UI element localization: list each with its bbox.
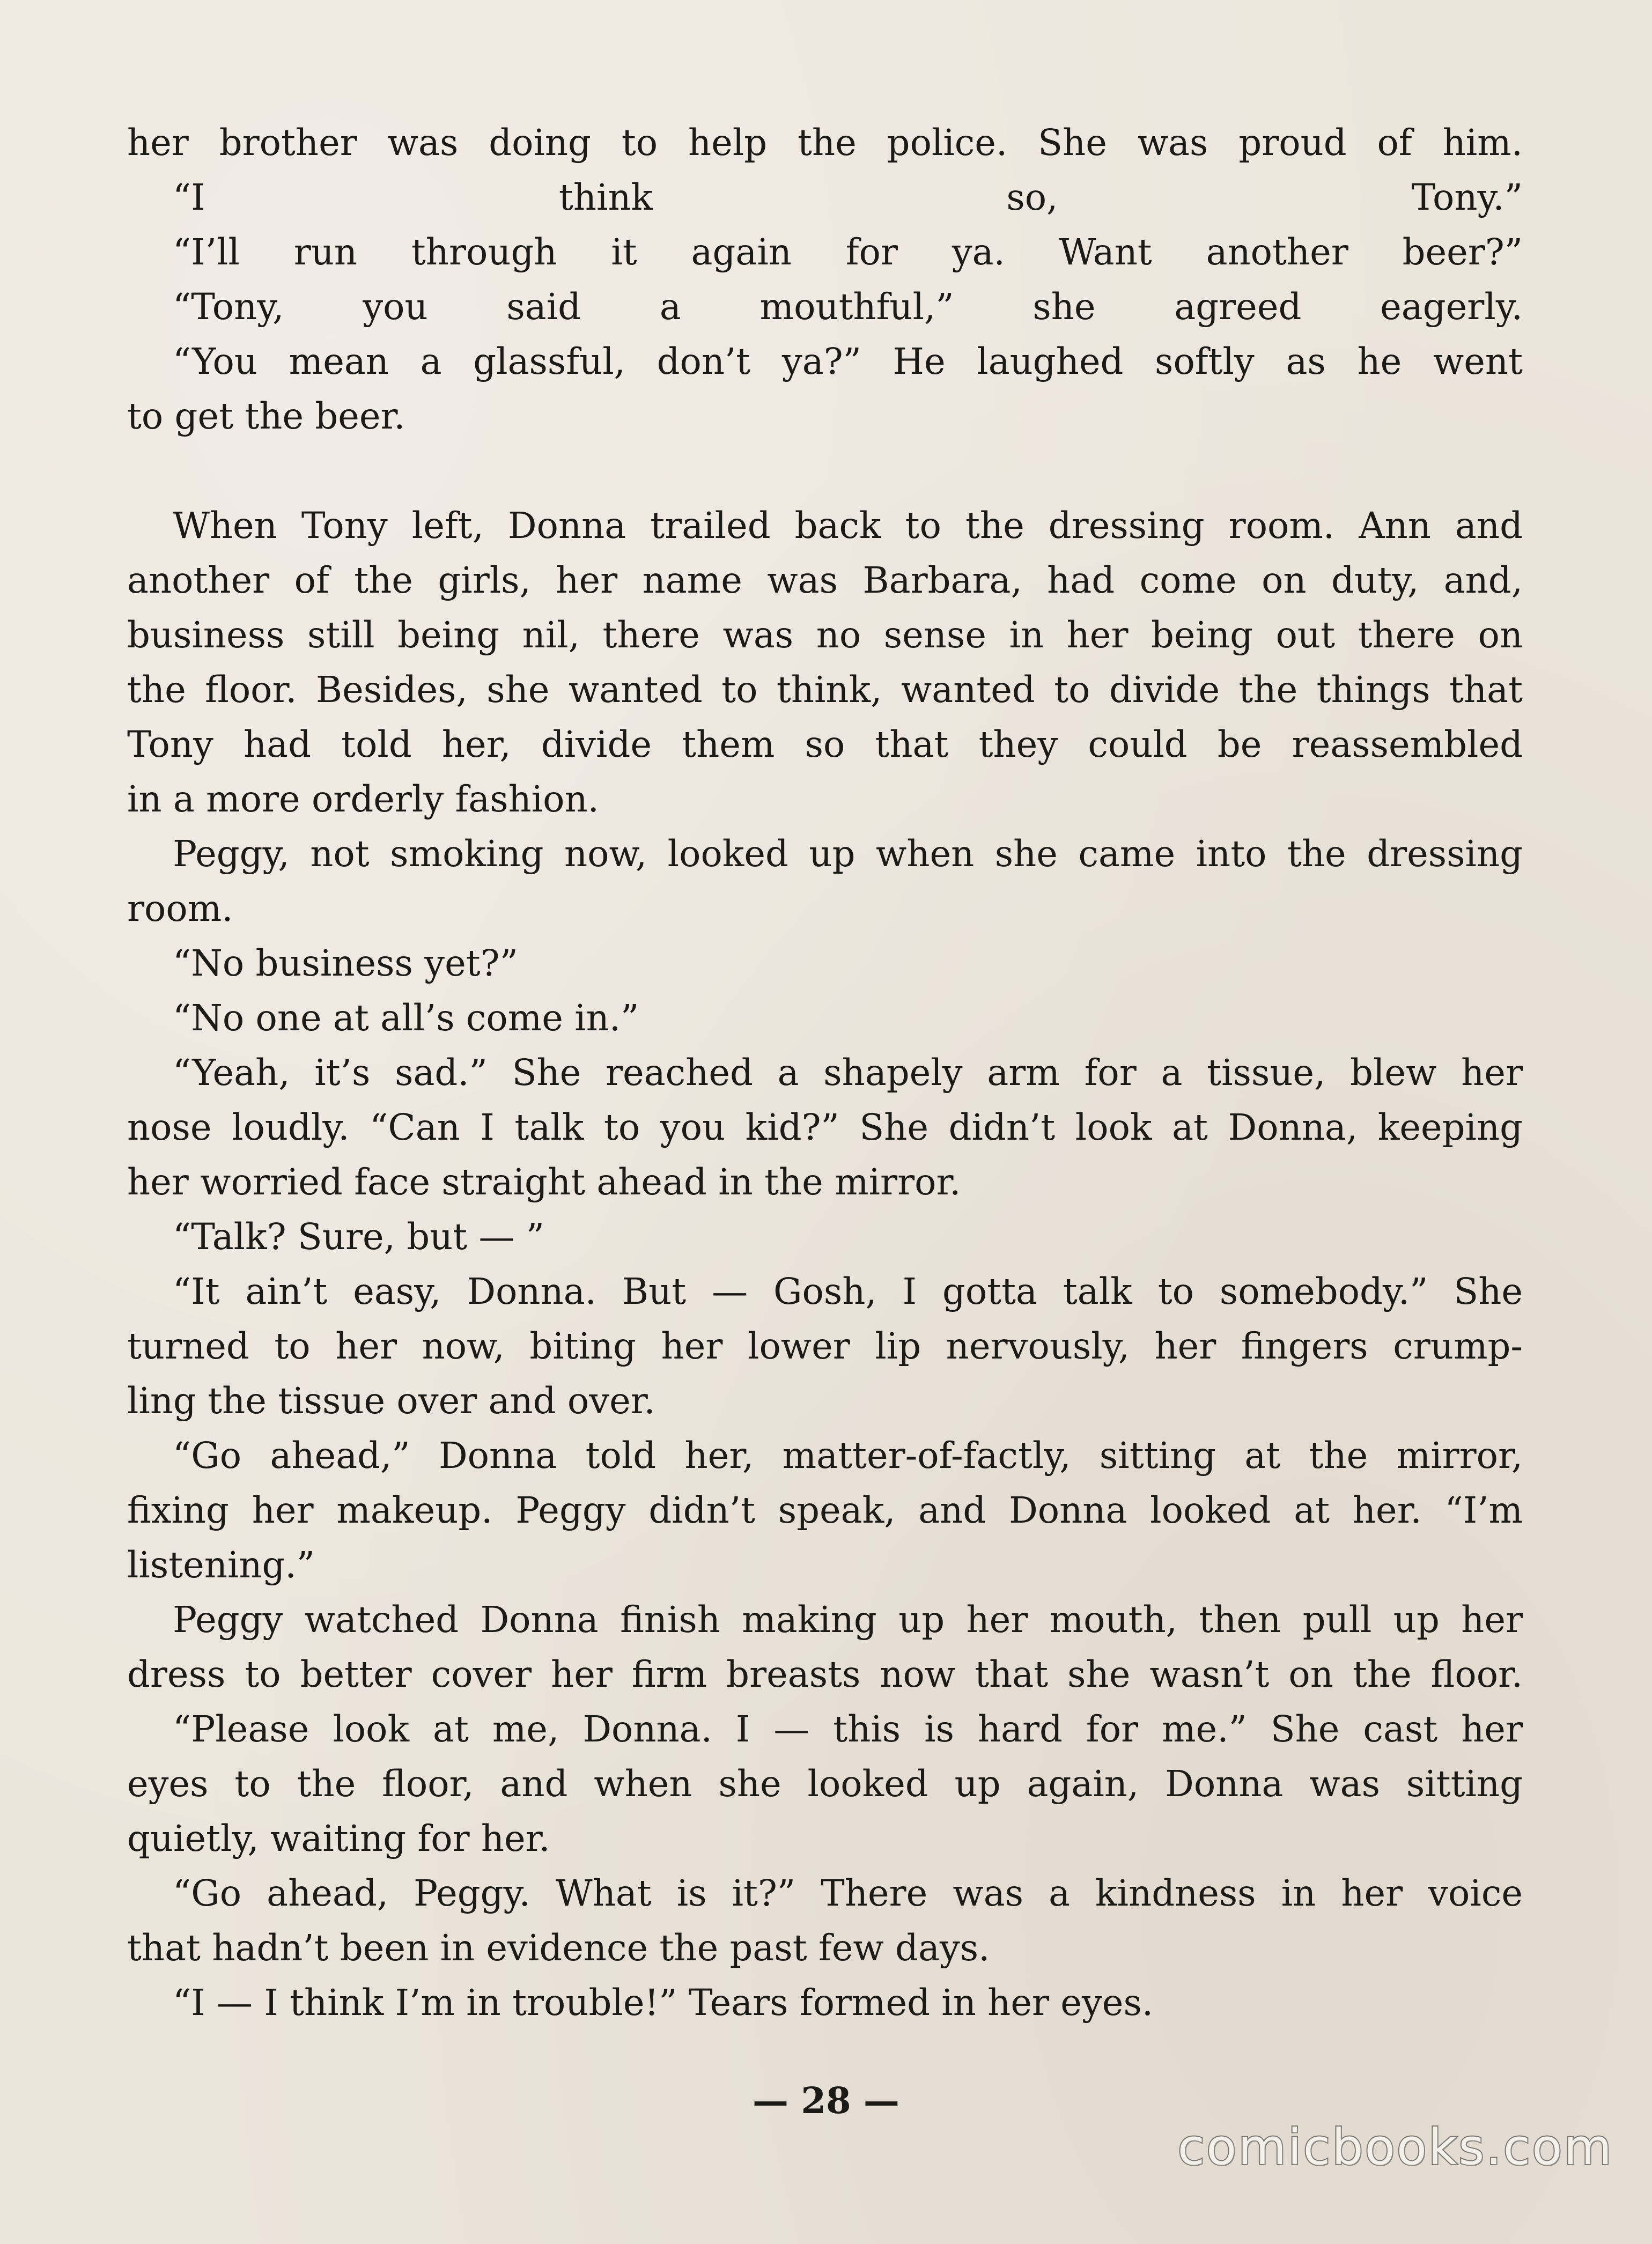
text-line: eyes to the floor, and when she looked up again, Donna was sitting <box>127 1763 1523 1805</box>
text-line: dress to better cover her firm breasts now that she wasn’t on the floor. <box>127 1654 1523 1695</box>
text-line: nose loudly. “Can I talk to you kid?” She didn’t look at Donna, keeping <box>127 1106 1523 1148</box>
text-line: Peggy, not smoking now, looked up when she came into the dressing <box>173 833 1523 875</box>
text-line: “I — I think I’m in trouble!” Tears formed in her eyes. <box>173 1982 1154 2024</box>
text-line: “Go ahead,” Donna told her, matter-of-factly, sitting at the mirror, <box>173 1435 1523 1477</box>
text-line: fixing her makeup. Peggy didn’t speak, and Donna looked at her. “I’m <box>127 1489 1523 1531</box>
text-line: listening.” <box>127 1544 315 1586</box>
text-line: the floor. Besides, she wanted to think, wanted to divide the things that <box>127 669 1523 711</box>
text-line: that hadn’t been in evidence the past few days. <box>127 1927 990 1969</box>
text-line: “You mean a glassful, don’t ya?” He laughed softly as he went <box>173 341 1523 382</box>
text-line: “No one at all’s come in.” <box>173 997 639 1039</box>
text-line: room. <box>127 888 233 929</box>
text-line: “Please look at me, Donna. I — this is hard for me.” She cast her <box>173 1708 1523 1750</box>
text-line: business still being nil, there was no sense in her being out there on <box>127 614 1523 656</box>
text-line: “I’ll run through it again for ya. Want another beer?” <box>173 231 1523 273</box>
text-line: turned to her now, biting her lower lip nervously, her fingers crump- <box>127 1325 1523 1367</box>
text-line: “Talk? Sure, but — ” <box>173 1216 545 1258</box>
text-line: in a more orderly fashion. <box>127 778 599 820</box>
text-line: Tony had told her, divide them so that they could be reassembled <box>127 724 1523 765</box>
text-line: another of the girls, her name was Barbara, had come on duty, and, <box>127 559 1523 601</box>
text-line: “It ain’t easy, Donna. But — Gosh, I gotta talk to somebody.” She <box>173 1271 1523 1312</box>
text-line: “Yeah, it’s sad.” She reached a shapely arm for a tissue, blew her <box>173 1052 1523 1094</box>
book-page-text <box>127 115 1523 2030</box>
text-line: her brother was doing to help the police. She was proud of him. <box>127 122 1523 164</box>
section-break <box>127 444 1523 498</box>
text-line: “Tony, you said a mouthful,” she agreed eagerly. <box>173 286 1523 328</box>
watermark: comicbooks.com <box>1177 2118 1613 2176</box>
text-line: Peggy watched Donna finish making up her mouth, then pull up her <box>173 1599 1523 1641</box>
text-line: her worried face straight ahead in the mirror. <box>127 1161 961 1203</box>
text-line: ling the tissue over and over. <box>127 1380 655 1422</box>
text-line: “I think so, Tony.” <box>173 176 1523 218</box>
text-line: “No business yet?” <box>173 942 518 984</box>
text-line: When Tony left, Donna trailed back to the dressing room. Ann and <box>173 505 1523 547</box>
text-line: “Go ahead, Peggy. What is it?” There was a kindness in her voice <box>173 1872 1523 1914</box>
text-line: quietly, waiting for her. <box>127 1818 550 1859</box>
text-line: to get the beer. <box>127 395 405 437</box>
page-number: — 28 — <box>753 2079 899 2122</box>
